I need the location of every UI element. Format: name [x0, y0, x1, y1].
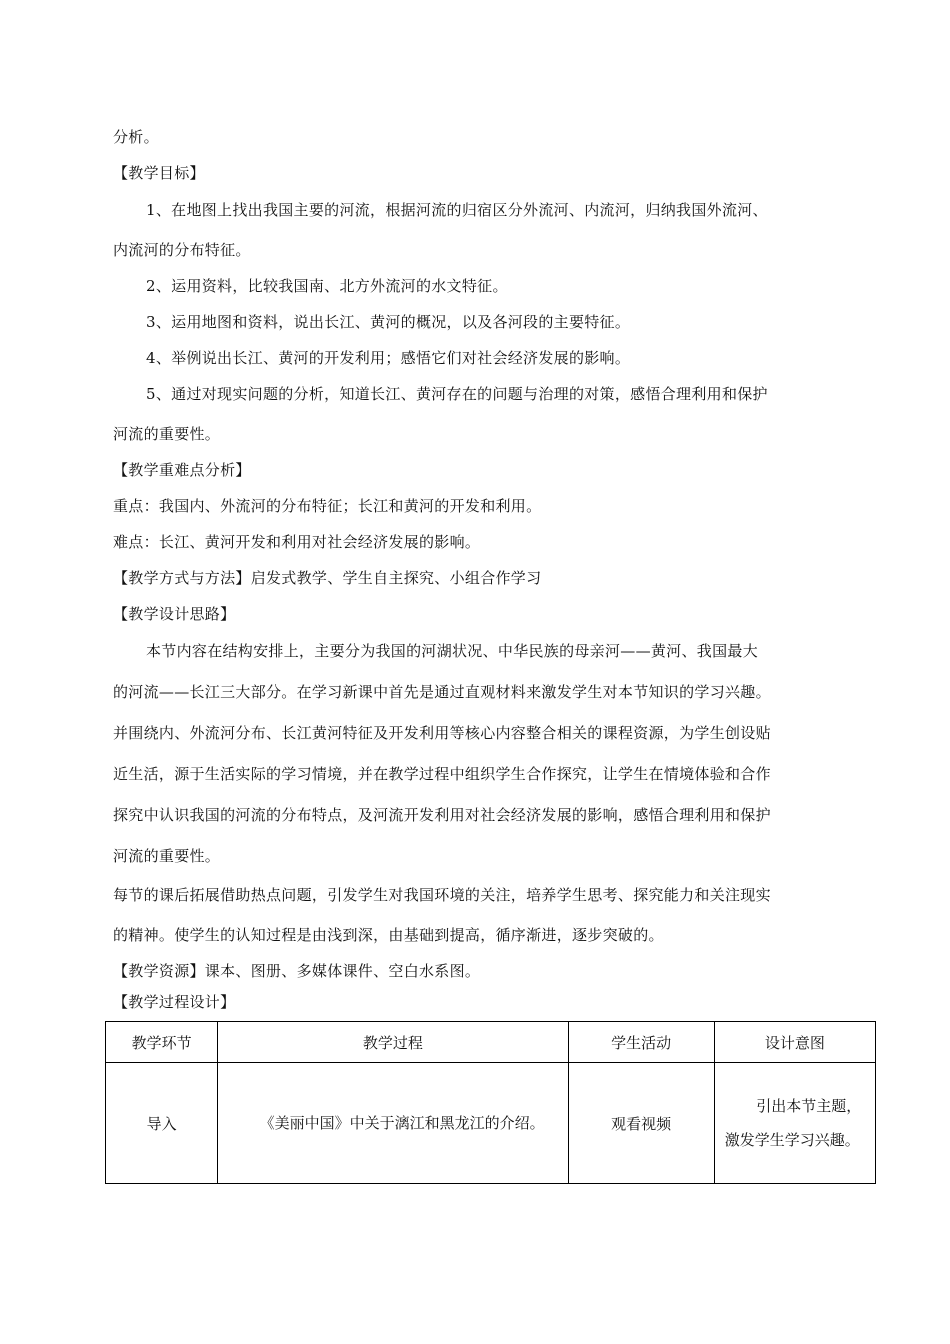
table-row	[106, 1063, 876, 1184]
difficult-point: 难点：长江、黄河开发和利用对社会经济发展的影响。	[113, 533, 481, 551]
key-point: 重点：我国内、外流河的分布特征；长江和黄河的开发和利用。	[113, 497, 542, 515]
cell-activity: 观看视频	[568, 1063, 714, 1184]
extend-line-2: 的精神。使学生的认知过程是由浅到深，由基础到提高，循序渐进，逐步突破的。	[113, 926, 664, 944]
section-heading-design: 【教学设计思路】	[113, 605, 236, 623]
goal-3: 3、运用地图和资料，说出长江、黄河的概况，以及各河段的主要特征。	[146, 313, 631, 331]
lesson-process-table	[105, 1021, 876, 1184]
header-stage: 教学环节	[106, 1022, 218, 1063]
goal-5-line-2: 河流的重要性。	[113, 425, 221, 443]
header-intent: 设计意图	[714, 1022, 875, 1063]
cell-stage: 导入	[106, 1063, 218, 1184]
teaching-method: 【教学方式与方法】启发式教学、学生自主探究、小组合作学习	[113, 569, 542, 587]
design-line-5: 探究中认识我国的河流的分布特点，及河流开发利用对社会经济发展的影响，感悟合理利用和保护	[113, 806, 771, 824]
section-heading-key-points: 【教学重难点分析】	[113, 461, 251, 479]
text-line: 分析。	[113, 128, 159, 146]
goal-1-line-1: 1、在地图上找出我国主要的河流，根据河流的归宿区分外流河、内流河，归纳我国外流河、	[146, 201, 768, 219]
extend-line-1: 每节的课后拓展借助热点问题，引发学生对我国环境的关注，培养学生思考、探究能力和关注现实	[113, 886, 771, 904]
teaching-resources: 【教学资源】课本、图册、多媒体课件、空白水系图。	[113, 962, 481, 980]
goal-4: 4、举例说出长江、黄河的开发利用；感悟它们对社会经济发展的影响。	[146, 349, 631, 367]
design-line-1: 本节内容在结构安排上，主要分为我国的河湖状况、中华民族的母亲河——黄河、我国最大	[146, 642, 759, 660]
cell-intent: 引出本节主题，激发学生学习兴趣。	[714, 1063, 875, 1184]
table-header-row	[106, 1022, 876, 1063]
goal-1-line-2: 内流河的分布特征。	[113, 241, 251, 259]
goal-2: 2、运用资料，比较我国南、北方外流河的水文特征。	[146, 277, 508, 295]
section-heading-goals: 【教学目标】	[113, 164, 205, 182]
goal-5-line-1: 5、通过对现实问题的分析，知道长江、黄河存在的问题与治理的对策，感悟合理利用和保护	[146, 385, 768, 403]
design-line-3: 并围绕内、外流河分布、长江黄河特征及开发利用等核心内容整合相关的课程资源，为学生创设贴	[113, 724, 771, 742]
design-line-4: 近生活，源于生活实际的学习情境，并在教学过程中组织学生合作探究，让学生在情境体验和合作	[113, 765, 771, 783]
design-line-2: 的河流——长江三大部分。在学习新课中首先是通过直观材料来激发学生对本节知识的学习兴趣。	[113, 683, 771, 701]
cell-process: 《美丽中国》中关于漓江和黑龙江的介绍。	[218, 1063, 568, 1184]
header-activity: 学生活动	[568, 1022, 714, 1063]
header-process: 教学过程	[218, 1022, 568, 1063]
section-heading-process: 【教学过程设计】	[113, 993, 236, 1011]
design-line-6: 河流的重要性。	[113, 847, 221, 865]
